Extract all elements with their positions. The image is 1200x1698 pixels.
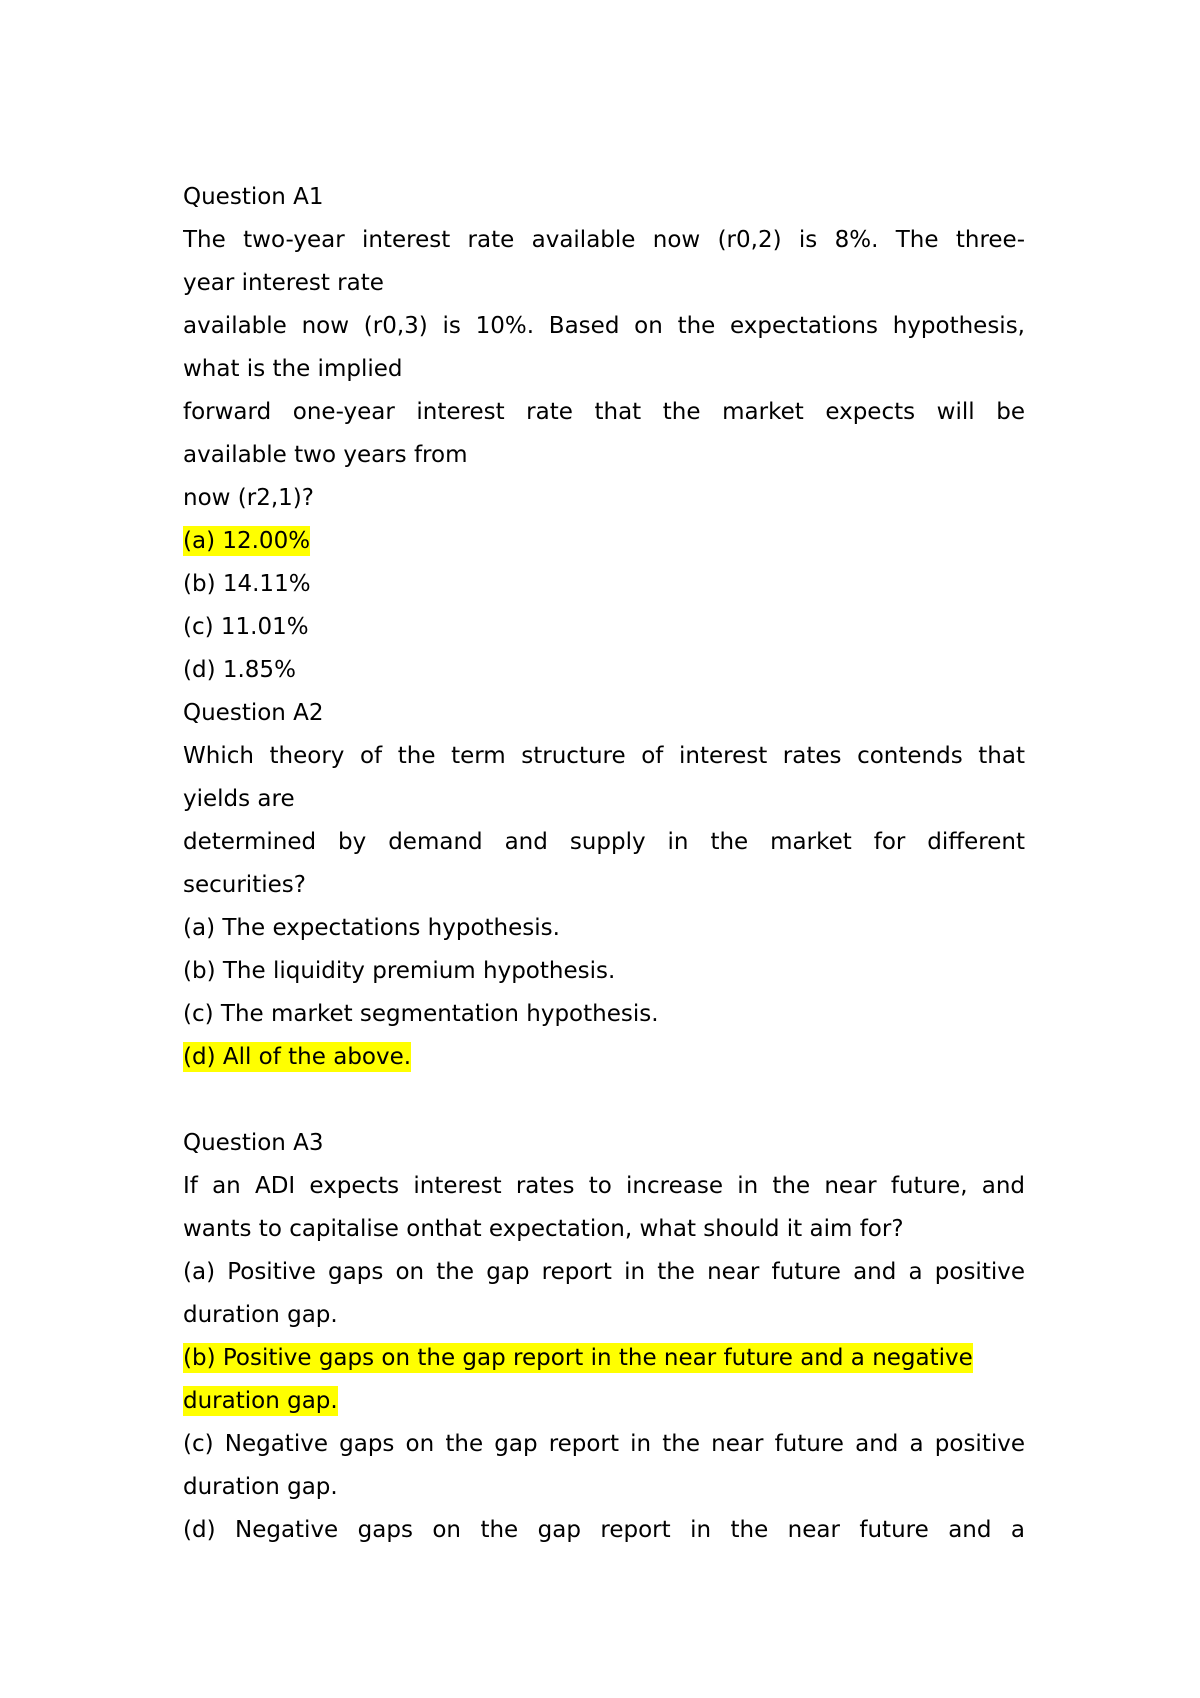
answer-option: (d) Negative gaps on the gap report in the near future and a [183,1517,1025,1543]
highlighted-answer: (a) 12.00% [183,528,311,554]
paragraph-spacer [183,1079,1025,1122]
document-page [183,176,1025,1552]
answer-option: (c) The market segmentation hypothesis. [183,1001,659,1027]
question-text-line: securities? [183,872,306,898]
question-text-line: now (r2,1)? [183,485,314,511]
question-text-line: available two years from [183,442,468,468]
question-title: Question A1 [183,184,324,210]
question-text-line: what is the implied [183,356,403,382]
answer-option-highlighted [183,1337,1025,1380]
answer-option-highlighted [183,1036,1025,1079]
answer-option: (b) The liquidity premium hypothesis. [183,958,616,984]
question-text-line: If an ADI expects interest rates to increase in the near future, and [183,1173,1025,1199]
question-text-line: The two-year interest rate available now (r0,2) is 8%. The three- [183,227,1025,253]
question-text-line: determined by demand and supply in the market for different [183,829,1025,855]
answer-option: duration gap. [183,1474,338,1500]
question-text-line: year interest rate [183,270,384,296]
question-title: Question A3 [183,1130,324,1156]
highlighted-answer: duration gap. [183,1388,338,1414]
question-text-line: available now (r0,3) is 10%. Based on the expectations hypothesis, [183,313,1025,339]
question-text-line: wants to capitalise onthat expectation, what should it aim for? [183,1216,904,1242]
answer-option: duration gap. [183,1302,338,1328]
answer-option: (a) The expectations hypothesis. [183,915,560,941]
question-text-line: forward one-year interest rate that the market expects will be [183,399,1025,425]
question-text-line: Which theory of the term structure of interest rates contends that [183,743,1025,769]
question-text-line: yields are [183,786,295,812]
question-title: Question A2 [183,700,324,726]
answer-option-highlighted [183,520,1025,563]
answer-option: (c) 11.01% [183,614,309,640]
highlighted-answer: (d) All of the above. [183,1044,412,1070]
answer-option: (a) Positive gaps on the gap report in the near future and a positive [183,1259,1025,1285]
answer-option: (d) 1.85% [183,657,296,683]
answer-option: (c) Negative gaps on the gap report in the near future and a positive [183,1431,1025,1457]
answer-option: (b) 14.11% [183,571,311,597]
answer-option-highlighted [183,1380,1025,1423]
highlighted-answer: (b) Positive gaps on the gap report in the near future and a negative [183,1345,973,1371]
